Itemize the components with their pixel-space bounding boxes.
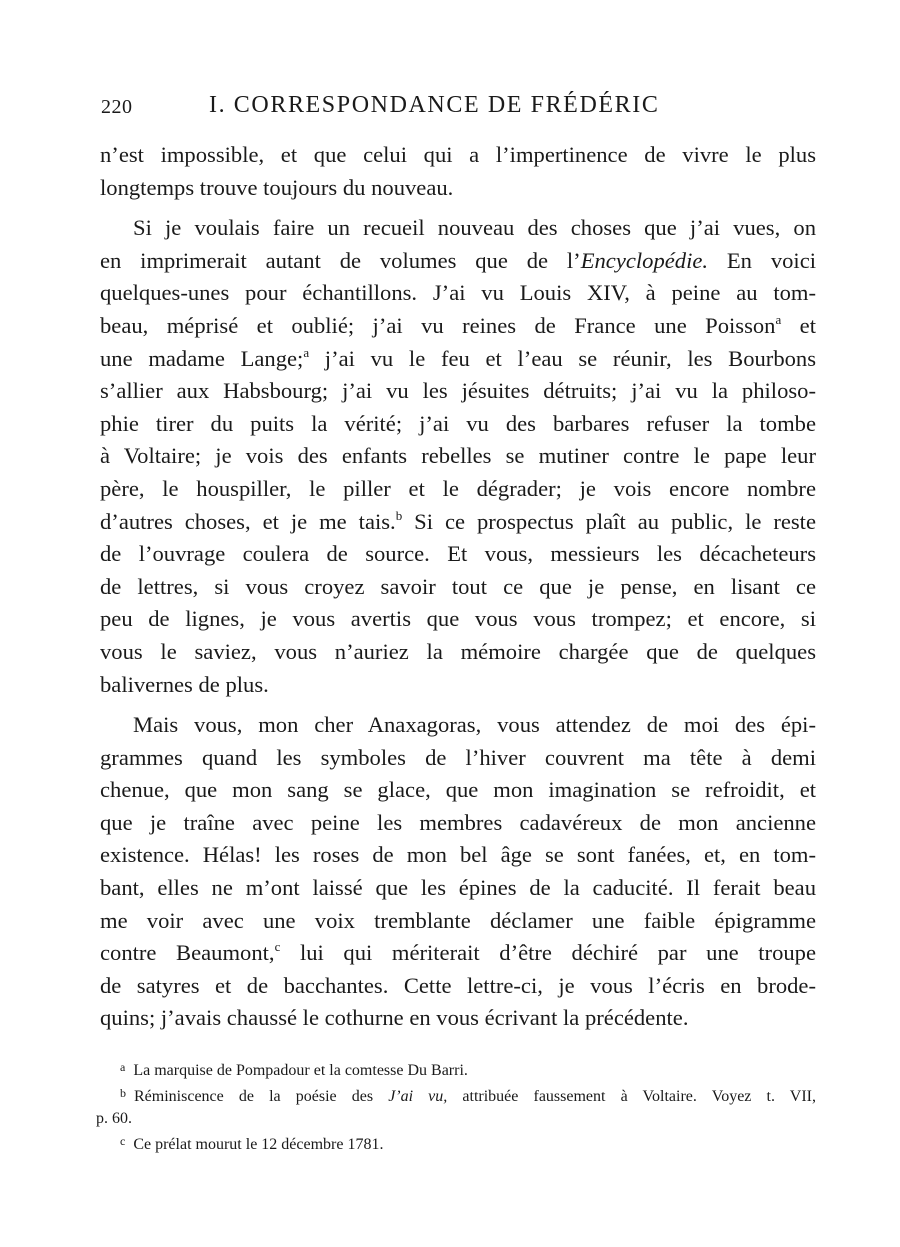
text-line: me voir avec une voix tremblante déclamer une faible épigramme [100,907,816,933]
text-line: vous le saviez, vous n’auriez la mémoire chargée que de quelques [100,638,816,664]
page-header [101,92,721,124]
text-line: d’autres choses, et je me tais.$^b$ Si ce prospectus plaît au public, le reste [100,507,816,534]
encyclopedie-title: Encyclopédie. [580,247,709,273]
text-line: longtemps trouve toujours du nouveau. [100,174,454,200]
text-line: bant, elles ne m’ont laissé que les épines de la caducité. Il ferait beau [100,875,816,901]
text-line: une madame Lange;$^a$ j’ai vu le feu et l’eau se réunir, les Bourbons [100,344,816,371]
text-line: père, le houspiller, le piller et le dégrader; je vois encore nombre [100,475,816,501]
footnote-b: $^b$ Réminiscence de la poésie des J’ai vu, attribuée faussement à Voltaire. Voyez t. VII, [120,1086,817,1105]
footnote-mark: b [120,1086,126,1100]
text-line: quelques-unes pour échantillons. J’ai vu Louis XIV, à peine au tom- [100,280,816,306]
text-line: existence. Hélas! les roses de mon bel âge se sont fanées, et, en tom- [100,842,816,868]
running-head: I. CORRESPONDANCE DE FRÉDÉRIC [209,92,660,118]
text-line: de lettres, si vous croyez savoir tout ce que je pense, en lisant ce [100,573,816,599]
text-line: que je traîne avec peine les membres cadavéreux de mon ancienne [100,809,816,835]
footnote-mark: a [120,1060,126,1074]
text-line: quins; j’avais chaussé le cothurne en vous écrivant la précédente. [100,1005,689,1031]
footnote-c: $^c$ Ce prélat mourut le 12 décembre 1781. [120,1134,384,1153]
footnote-ref-c: c [274,939,281,955]
footnote-ref-b: b [395,507,403,523]
main-text [100,139,816,1035]
text-line: beau, méprisé et oublié; j’ai vu reines de France une Poisson$^a$ et [100,311,816,338]
footnotes [96,1056,816,1156]
text-line: balivernes de plus. [100,671,269,697]
footnote-ref-a: a [303,344,310,360]
text-line: Si je voulais faire un recueil nouveau des choses que j’ai vues, on [133,215,816,241]
page-number: 220 [101,96,133,118]
text-line: peu de lignes, je vous avertis que vous vous trompez; et encore, si [100,606,816,632]
text-line: contre Beaumont,$^c$ lui qui mériterait d’être déchiré par une troupe [100,939,817,966]
text-line: à Voltaire; je vois des enfants rebelles se mutiner contre le pape leur [100,443,816,469]
text-line: phie tirer du puits la vérité; j’ai vu des barbares refuser la tombe [100,410,816,436]
text-line: s’allier aux Habsbourg; j’ai vu les jésuites détruits; j’ai vu la philoso- [100,378,816,404]
text-line: chenue, que mon sang se glace, que mon imagination se refroidit, et [100,777,816,803]
footnote-b-continuation: p. 60. [96,1110,132,1127]
text-line: n’est impossible, et que celui qui a l’impertinence de vivre le plus [100,142,816,167]
text-line: grammes quand les symboles de l’hiver couvrent ma tête à demi [100,744,816,770]
footnote-mark: c [120,1134,126,1148]
text-line: de l’ouvrage coulera de source. Et vous, messieurs les décacheteurs [100,541,816,567]
footnote-a: $^a$ La marquise de Pompadour et la comtesse Du Barri. [120,1060,468,1079]
text-line: Mais vous, mon cher Anaxagoras, vous attendez de moi des épi- [133,712,816,738]
text-line: de satyres et de bacchantes. Cette lettre-ci, je vous l’écris en brode- [100,972,816,998]
footnote-ref-a: a [775,311,782,327]
text-line: en imprimerait autant de volumes que de l’Encyclopédie. En voici [100,247,816,273]
